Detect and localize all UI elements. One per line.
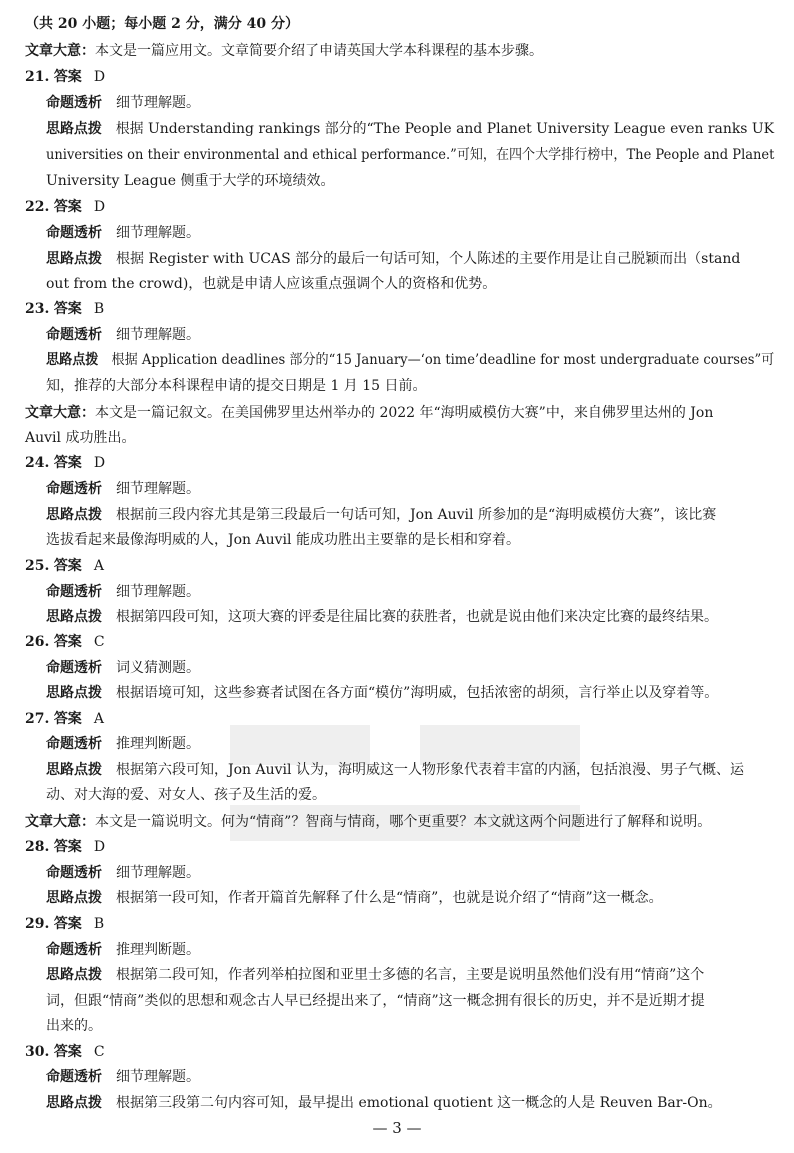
page-number: — 3 — (372, 1119, 422, 1137)
section-header: （共 20 小题；每小题 2 分，满分 40 分） (25, 16, 299, 32)
hint-text: 根据第三段第二句内容可知，最早提出 emotional quotient 这一概念的人是 Reuven Bar-On。 (116, 1095, 722, 1111)
hint-label: 思路点拨 (46, 609, 102, 625)
answer-value: B (93, 916, 105, 932)
answer-value: D (93, 455, 106, 471)
analysis-text: 细节理解题。 (116, 327, 200, 343)
hint-line: universities on their environmental and ethical performance.”可知，在四个大学排行榜中，The People and Planet (46, 147, 775, 163)
analysis-label: 命题透析 (46, 736, 102, 752)
summary-text: 本文是一篇应用文。文章简要介绍了申请英国大学本科课程的基本步骤。 (95, 43, 543, 59)
question-30-hint (46, 1094, 722, 1112)
answer-value: A (93, 558, 104, 574)
question-22-analysis (46, 224, 200, 242)
question-30-answer (25, 1043, 105, 1061)
question-23-analysis (46, 326, 200, 344)
answer-value: D (93, 839, 106, 855)
hint-label: 思路点拨 (46, 890, 102, 906)
hint-label: 思路点拨 (46, 251, 102, 267)
answer-label: 答案 (53, 455, 82, 471)
question-26-answer (25, 633, 105, 651)
question-number: 26. (25, 634, 50, 650)
analysis-text: 推理判断题。 (116, 942, 200, 958)
question-30-analysis (46, 1068, 200, 1086)
hint-line: 动、对大海的爱、对女人、孩子及生活的爱。 (46, 787, 326, 803)
summary-2 (25, 404, 713, 422)
hint-text: 根据语境可知，这些参赛者试图在各方面“模仿”海明威，包括浓密的胡须，言行举止以及穿着等。 (116, 685, 719, 701)
hint-line: 出来的。 (46, 1018, 102, 1034)
hint-text: 根据第一段可知，作者开篇首先解释了什么是“情商”，也就是说介绍了“情商”这一概念。 (116, 890, 663, 906)
answer-label: 答案 (53, 916, 82, 932)
question-number: 29. (25, 916, 50, 932)
question-number: 23. (25, 301, 50, 317)
analysis-label: 命题透析 (46, 660, 102, 676)
question-27-hint (46, 761, 744, 779)
hint-text: 根据第六段可知，Jon Auvil 认为，海明威这一人物形象代表着丰富的内涵，包括浪漫、男子气概、运 (116, 762, 744, 778)
summary-text: 本文是一篇说明文。何为“情商”？智商与情商，哪个更重要？本文就这两个问题进行了解释和说明。 (95, 814, 712, 830)
question-23-answer (25, 300, 104, 318)
hint-line: 知，推荐的大部分本科课程申请的提交日期是 1 月 15 日前。 (46, 378, 427, 394)
answer-label: 答案 (53, 711, 82, 727)
analysis-text: 细节理解题。 (116, 584, 200, 600)
summary-label: 文章大意： (25, 43, 95, 59)
answer-label: 答案 (53, 1044, 82, 1060)
question-number: 27. (25, 711, 50, 727)
question-number: 21. (25, 69, 50, 85)
question-24-analysis (46, 480, 200, 498)
answer-value: A (93, 711, 104, 727)
analysis-label: 命题透析 (46, 584, 102, 600)
summary-line: Auvil 成功胜出。 (25, 430, 136, 446)
hint-label: 思路点拨 (46, 1095, 102, 1111)
question-22-hint (46, 250, 740, 268)
question-21-answer (25, 68, 105, 86)
summary-label: 文章大意： (25, 405, 95, 421)
question-number: 30. (25, 1044, 50, 1060)
analysis-label: 命题透析 (46, 481, 102, 497)
question-25-answer (25, 557, 104, 575)
hint-label: 思路点拨 (46, 507, 102, 523)
hint-label: 思路点拨 (46, 121, 102, 137)
hint-line: University League 侧重于大学的环境绩效。 (46, 173, 335, 189)
question-28-answer (25, 838, 105, 856)
question-29-analysis (46, 941, 200, 959)
answer-label: 答案 (53, 69, 82, 85)
analysis-text: 细节理解题。 (116, 865, 200, 881)
question-24-hint (46, 506, 716, 524)
answer-label: 答案 (53, 558, 82, 574)
hint-line: 选拔看起来最像海明威的人，Jon Auvil 能成功胜出主要靠的是长相和穿着。 (46, 532, 520, 548)
hint-line: 词，但跟“情商”类似的思想和观念古人早已经提出来了，“情商”这一概念拥有很长的历史，并不是近期才提 (46, 993, 705, 1009)
answer-value: C (93, 634, 105, 650)
hint-line: out from the crowd)，也就是申请人应该重点强调个人的资格和优势。 (46, 276, 497, 292)
analysis-text: 细节理解题。 (116, 1069, 200, 1085)
analysis-label: 命题透析 (46, 865, 102, 881)
summary-text: 本文是一篇记叙文。在美国佛罗里达州举办的 2022 年“海明威模仿大赛”中，来自佛罗里达州的 Jon (95, 405, 714, 421)
analysis-label: 命题透析 (46, 942, 102, 958)
hint-text: 根据前三段内容尤其是第三段最后一句话可知，Jon Auvil 所参加的是“海明威模仿大赛”，该比赛 (116, 507, 717, 523)
question-28-hint (46, 889, 663, 907)
analysis-text: 细节理解题。 (116, 95, 200, 111)
hint-text: 根据 Register with UCAS 部分的最后一句话可知，个人陈述的主要作用是让自己脱颖而出（stand (116, 251, 741, 267)
question-25-hint (46, 608, 718, 626)
analysis-label: 命题透析 (46, 225, 102, 241)
hint-label: 思路点拨 (46, 762, 102, 778)
analysis-label: 命题透析 (46, 327, 102, 343)
hint-label: 思路点拨 (46, 967, 102, 983)
answer-value: D (93, 199, 106, 215)
answer-label: 答案 (53, 199, 82, 215)
question-27-analysis (46, 735, 200, 753)
question-22-answer (25, 198, 105, 216)
question-21-hint (46, 120, 774, 138)
analysis-label: 命题透析 (46, 1069, 102, 1085)
question-number: 22. (25, 199, 50, 215)
answer-value: D (93, 69, 106, 85)
question-27-answer (25, 710, 104, 728)
question-24-answer (25, 454, 105, 472)
question-29-answer (25, 915, 104, 933)
answer-value: C (93, 1044, 105, 1060)
hint-text: 根据第四段可知，这项大赛的评委是往届比赛的获胜者，也就是说由他们来决定比赛的最终结果。 (116, 609, 718, 625)
watermark-logo (220, 715, 600, 855)
analysis-text: 词义猜测题。 (116, 660, 200, 676)
analysis-text: 推理判断题。 (116, 736, 200, 752)
hint-text: 根据 Understanding rankings 部分的“The People and Planet University League even ranks UK (115, 121, 775, 137)
question-28-analysis (46, 864, 200, 882)
question-26-hint (46, 684, 718, 702)
question-number: 25. (25, 558, 50, 574)
hint-label: 思路点拨 (46, 352, 99, 368)
question-26-analysis (46, 659, 200, 677)
summary-3 (25, 813, 711, 831)
summary-1 (25, 42, 543, 60)
answer-label: 答案 (53, 301, 82, 317)
question-23-hint (46, 351, 774, 369)
hint-label: 思路点拨 (46, 685, 102, 701)
analysis-text: 细节理解题。 (116, 225, 200, 241)
analysis-label: 命题透析 (46, 95, 102, 111)
question-25-analysis (46, 583, 200, 601)
summary-label: 文章大意： (25, 814, 95, 830)
hint-text: 根据 Application deadlines 部分的“15 January—‘on time’deadline for most undergraduate courses”可 (111, 352, 775, 368)
question-number: 28. (25, 839, 50, 855)
answer-value: B (93, 301, 105, 317)
question-21-analysis (46, 94, 200, 112)
question-number: 24. (25, 455, 50, 471)
hint-text: 根据第二段可知，作者列举柏拉图和亚里士多德的名言，主要是说明虽然他们没有用“情商”这个 (116, 967, 705, 983)
answer-label: 答案 (53, 839, 82, 855)
question-29-hint (46, 966, 704, 984)
analysis-text: 细节理解题。 (116, 481, 200, 497)
answer-label: 答案 (53, 634, 82, 650)
